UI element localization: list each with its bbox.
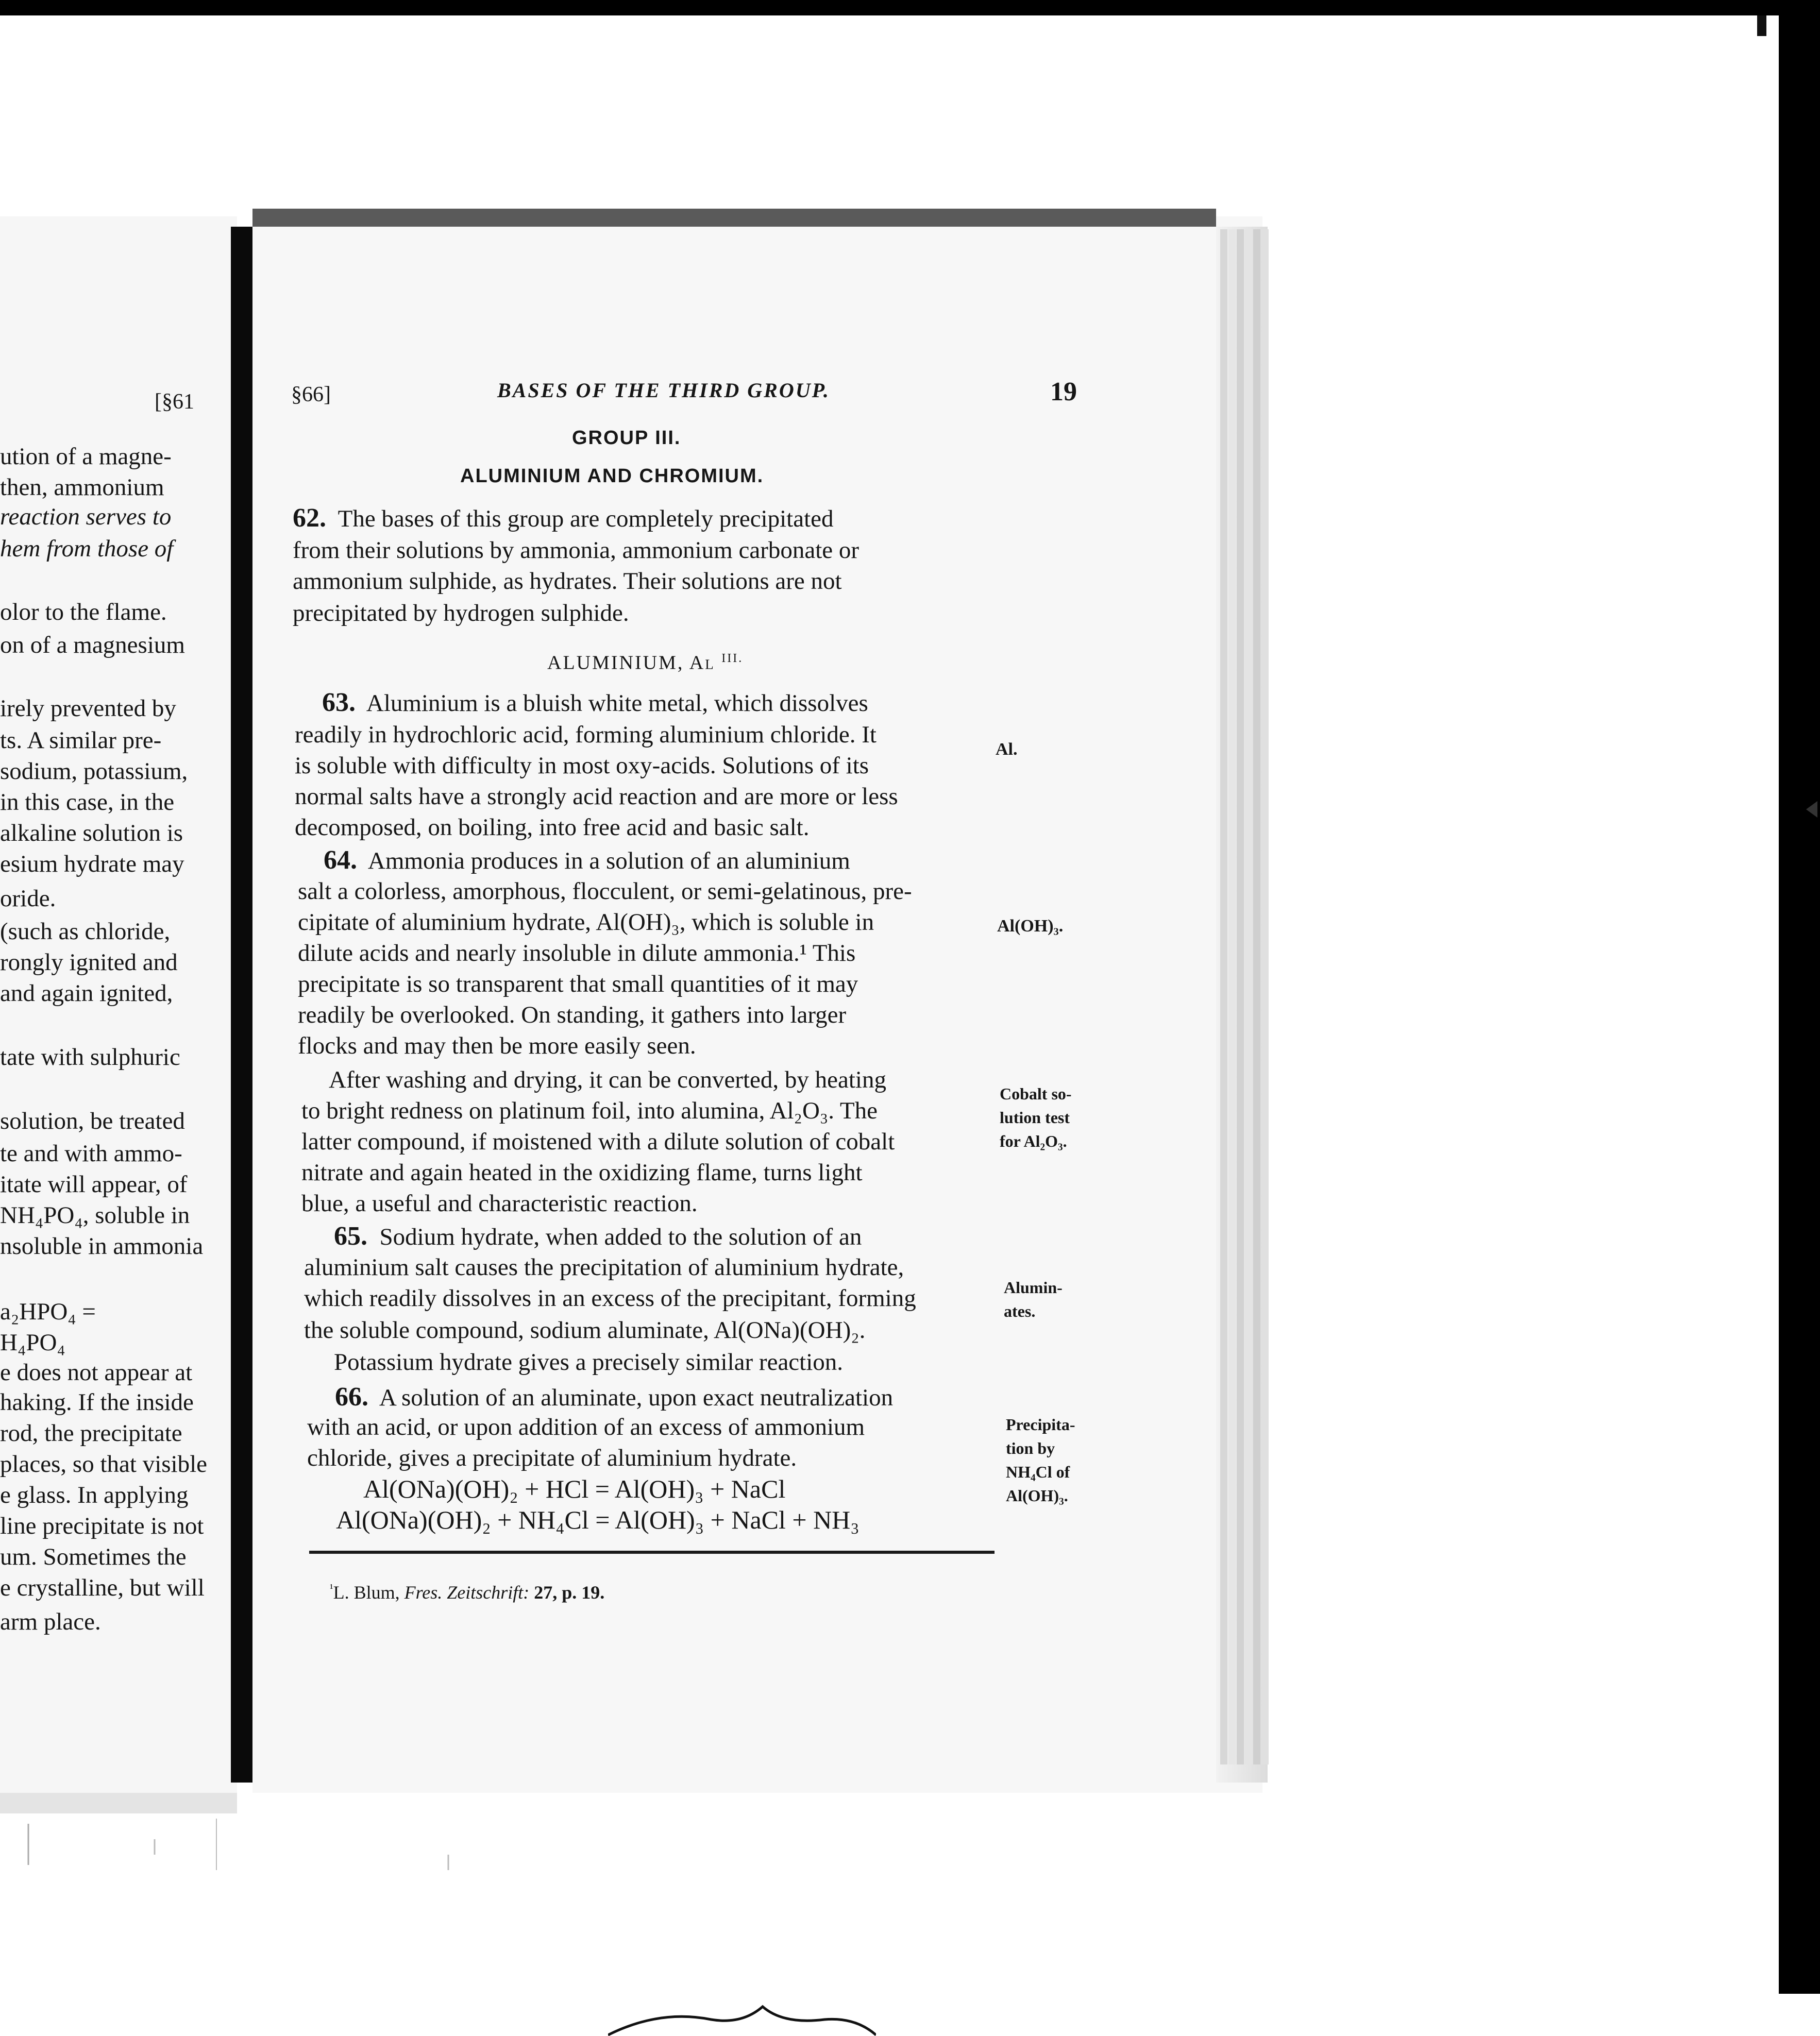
- side-note-aluminates: Alumin-: [1004, 1278, 1063, 1297]
- left-line: tate with sulphuric: [0, 1044, 180, 1071]
- paragraph-number: 65.: [334, 1221, 367, 1251]
- paragraph-63-line: decomposed, on boiling, into free acid and basic salt.: [295, 814, 810, 841]
- side-note-cobalt: for Al₂O₃.: [1000, 1132, 1067, 1150]
- paragraph-64b-line: After washing and drying, it can be converted, by heating: [329, 1066, 886, 1093]
- group-title: GROUP III.: [572, 427, 681, 449]
- left-line: and again ignited,: [0, 980, 173, 1007]
- side-note-aloh3: Al(OH)₃.: [997, 917, 1064, 936]
- left-line: um. Sometimes the: [0, 1543, 187, 1570]
- aluminium-valence: III.: [721, 652, 744, 665]
- paragraph-64b-line: nitrate and again heated in the oxidizing flame, turns light: [301, 1159, 863, 1186]
- left-line: olor to the flame.: [0, 599, 167, 625]
- left-page-edge: [0, 1793, 237, 1813]
- left-line: haking. If the inside: [0, 1389, 194, 1416]
- footnote-rule: [309, 1551, 995, 1554]
- left-line: rongly ignited and: [0, 949, 178, 976]
- paragraph-66-line: [335, 1383, 893, 1412]
- left-line: sodium, potassium,: [0, 758, 188, 785]
- left-line: e does not appear at: [0, 1359, 193, 1386]
- paragraph-62-line: precipitated by hydrogen sulphide.: [293, 600, 629, 626]
- left-line: in this case, in the: [0, 789, 175, 816]
- page-stack-edge: [1245, 229, 1252, 1764]
- left-line: a₂HPO₄ =: [0, 1298, 96, 1325]
- footnote: [330, 1582, 604, 1603]
- paragraph-62-line: [293, 504, 834, 533]
- left-page-header: [§61: [155, 390, 194, 414]
- left-line: te and with ammo-: [0, 1140, 182, 1167]
- left-page-text: [0, 0, 232, 1700]
- left-line: H₄PO₄: [0, 1329, 65, 1356]
- left-line: e glass. In applying: [0, 1482, 189, 1508]
- paragraph-63-line: is soluble with difficulty in most oxy-acids. Solutions of its: [295, 752, 869, 779]
- footnote-author: L. Blum,: [333, 1582, 400, 1603]
- left-line: places, so that visible: [0, 1451, 208, 1478]
- side-note-cobalt: lution test: [1000, 1108, 1070, 1127]
- paragraph-64-line: flocks and may then be more easily seen.: [298, 1032, 696, 1059]
- aluminium-heading-text: ALUMINIUM, Al: [547, 652, 715, 674]
- scan-bottom-paper: [0, 1994, 1820, 2036]
- page-stack-edge: [1253, 229, 1260, 1764]
- footnote-journal: Fres. Zeitschrift:: [404, 1582, 530, 1603]
- paragraph-64-line: cipitate of aluminium hydrate, Al(OH)₃, which is soluble in: [298, 909, 874, 936]
- left-line: solution, be treated: [0, 1108, 185, 1134]
- left-line: arm place.: [0, 1608, 101, 1635]
- page-stack-edge: [1237, 229, 1244, 1764]
- bottom-curve-mark: [608, 2004, 876, 2036]
- paragraph-number: 64.: [324, 845, 357, 875]
- bottom-curve-graphic: [608, 2004, 876, 2036]
- side-note-precipitation: tion by: [1006, 1439, 1055, 1457]
- running-head: BASES OF THE THIRD GROUP.: [497, 379, 830, 402]
- edge-arrow-mark: [1806, 801, 1817, 818]
- paragraph-65-line: aluminium salt causes the precipitation of aluminium hydrate,: [304, 1254, 904, 1281]
- page-stack-edge: [1228, 229, 1236, 1764]
- paragraph-66-line: with an acid, or upon addition of an excess of ammonium: [307, 1414, 865, 1440]
- corner-mark: [1757, 15, 1766, 36]
- paragraph-64-line: precipitate is so transparent that small quantities of it may: [298, 971, 858, 997]
- paragraph-63-line: readily in hydrochloric acid, forming aluminium chloride. It: [295, 721, 877, 748]
- side-note-cobalt: Cobalt so-: [1000, 1084, 1072, 1103]
- page-stack-edge: [1220, 229, 1227, 1764]
- paragraph-62-text: The bases of this group are completely precipitated: [338, 505, 834, 532]
- aluminium-heading: [547, 644, 743, 677]
- paragraph-number: 63.: [322, 688, 356, 717]
- left-line: e crystalline, but will: [0, 1574, 205, 1601]
- paragraph-65-line: which readily dissolves in an excess of the precipitant, forming: [304, 1285, 916, 1312]
- paragraph-65-line: Potassium hydrate gives a precisely similar reaction.: [334, 1349, 844, 1376]
- left-line: itate will appear, of: [0, 1171, 188, 1198]
- left-line: ution of a magne-: [0, 443, 172, 470]
- paragraph-63-text: Aluminium is a bluish white metal, which dissolves: [366, 690, 868, 717]
- side-note-aluminates: ates.: [1004, 1302, 1036, 1320]
- left-line: oride.: [0, 885, 56, 912]
- paragraph-64b-line: latter compound, if moistened with a dilute solution of cobalt: [301, 1128, 895, 1155]
- left-line: on of a magnesium: [0, 632, 185, 658]
- page-number: 19: [1050, 377, 1077, 406]
- left-line: NH₄PO₄, soluble in: [0, 1202, 190, 1229]
- section-reference: §66]: [291, 383, 331, 406]
- paragraph-64-line: salt a colorless, amorphous, flocculent, or semi-gelatinous, pre-: [298, 878, 912, 905]
- equation-1: Al(ONa)(OH)₂ + HCl = Al(OH)₃ + NaCl: [363, 1474, 786, 1503]
- paragraph-64-line: [324, 846, 850, 875]
- paragraph-64-text: Ammonia produces in a solution of an aluminium: [367, 847, 850, 874]
- book-gutter: [231, 227, 252, 1783]
- left-line: reaction serves to: [0, 503, 172, 530]
- left-line: line precipitate is not: [0, 1513, 204, 1539]
- left-line: hem from those of: [0, 535, 174, 562]
- left-line: nsoluble in ammonia: [0, 1233, 204, 1260]
- paragraph-62-line: ammonium sulphide, as hydrates. Their solutions are not: [293, 568, 842, 595]
- left-line: alkaline solution is: [0, 820, 183, 846]
- paragraph-64b-line: blue, a useful and characteristic reaction.: [301, 1190, 698, 1217]
- fold-tick-marks: [0, 1819, 464, 1875]
- left-line: esium hydrate may: [0, 851, 184, 877]
- paragraph-64-line: readily be overlooked. On standing, it gathers into larger: [298, 1002, 847, 1028]
- footnote-marker: ¹: [330, 1582, 333, 1594]
- paragraph-64-line: dilute acids and nearly insoluble in dilute ammonia.¹ This: [298, 940, 856, 966]
- side-note-al: Al.: [996, 740, 1018, 759]
- left-line: then, ammonium: [0, 474, 164, 501]
- paragraph-66-text: A solution of an aluminate, upon exact neutralization: [379, 1384, 894, 1411]
- paragraph-65-line: the soluble compound, sodium aluminate, Al(ONa)(OH)₂.: [304, 1317, 866, 1344]
- group-subtitle: ALUMINIUM AND CHROMIUM.: [460, 465, 764, 487]
- side-note-precipitation: NH₄Cl of: [1006, 1463, 1070, 1481]
- page-stack-edge: [1261, 229, 1269, 1764]
- page-top-shadow: [252, 209, 1216, 227]
- paragraph-65-line: [334, 1222, 862, 1251]
- equation-2: Al(ONa)(OH)₂ + NH₄Cl = Al(OH)₃ + NaCl + NH₃: [336, 1505, 860, 1534]
- footnote-reference: 27, p. 19.: [534, 1582, 605, 1603]
- paragraph-number: 66.: [335, 1382, 368, 1412]
- left-line: (such as chloride,: [0, 918, 171, 945]
- paragraph-63-line: [322, 688, 868, 718]
- side-note-precipitation: Precipita-: [1006, 1415, 1075, 1434]
- paragraph-64b-line: to bright redness on platinum foil, into alumina, Al₂O₃. The: [301, 1097, 878, 1124]
- left-line: rod, the precipitate: [0, 1420, 182, 1447]
- paragraph-66-line: chloride, gives a precipitate of aluminium hydrate.: [307, 1445, 797, 1471]
- left-line: ts. A similar pre-: [0, 727, 162, 754]
- paragraph-63-line: normal salts have a strongly acid reaction and are more or less: [295, 783, 898, 810]
- paragraph-number: 62.: [293, 503, 326, 533]
- paragraph-65-text: Sodium hydrate, when added to the solution of an: [379, 1224, 862, 1250]
- paragraph-62-line: from their solutions by ammonia, ammonium carbonate or: [293, 537, 860, 564]
- side-note-precipitation: Al(OH)₃.: [1006, 1486, 1068, 1505]
- left-line: irely prevented by: [0, 695, 176, 722]
